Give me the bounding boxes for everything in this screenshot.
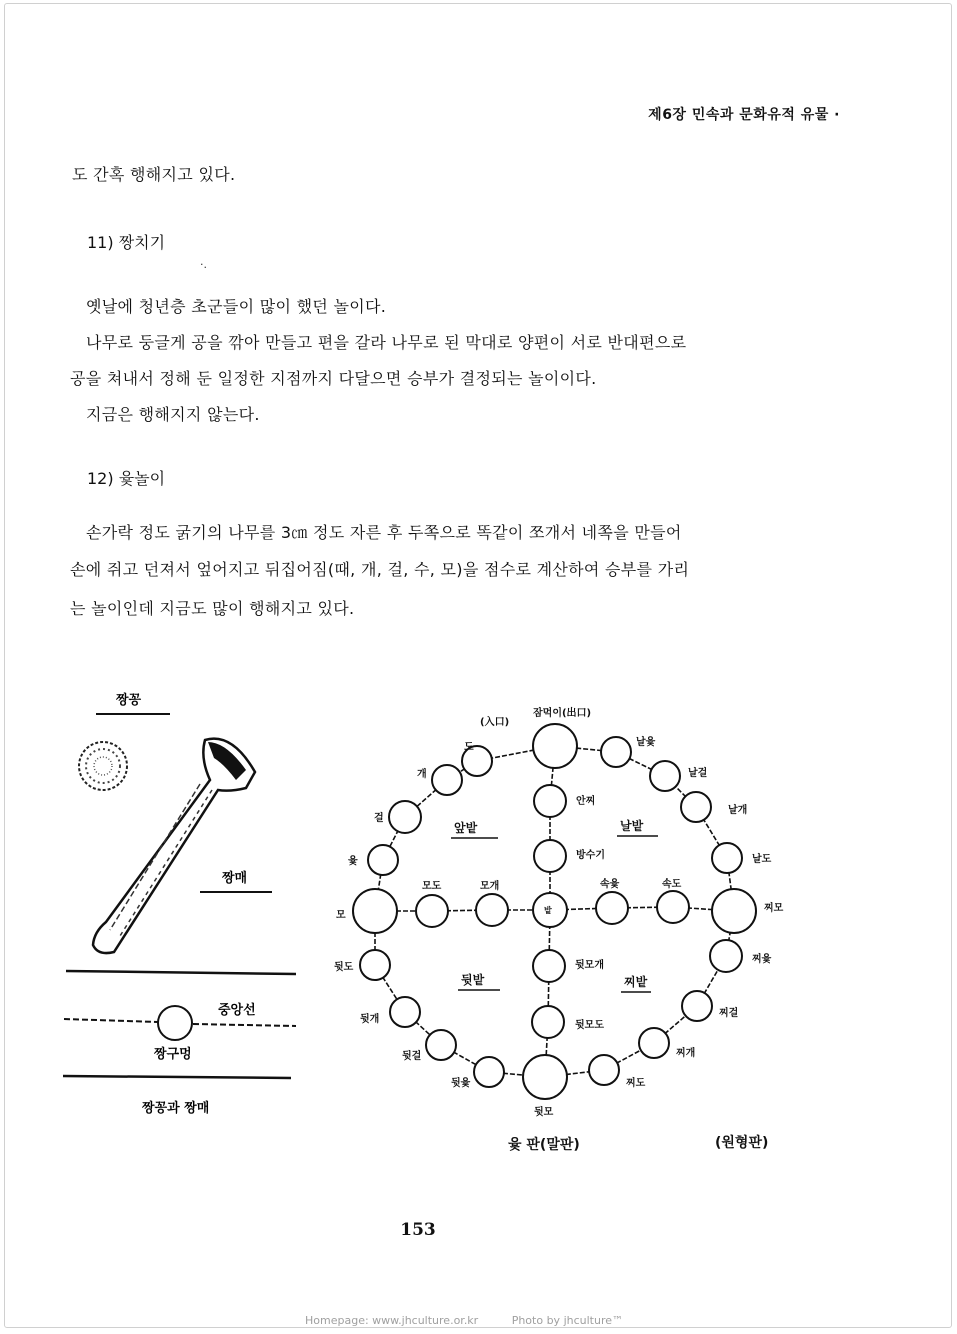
svg-text:찌도: 찌도: [626, 1078, 646, 1089]
ball-label: 짱꽁: [116, 693, 142, 708]
stick-label: 짱매: [222, 871, 248, 886]
section-11-para: 공을 쳐내서 정해 둔 일정한 지점까지 다달으면 승부가 결정되는 놀이이다.: [70, 369, 597, 388]
section-11-para: 나무로 둥글게 공을 깎아 만들고 편을 갈라 나무로 된 막대로 양편이 서로 반대편으로: [86, 333, 687, 352]
svg-text:뒷윷: 뒷윷: [451, 1078, 471, 1089]
svg-text:도: 도: [464, 742, 474, 753]
section-11-heading: 11) 짱치기: [87, 233, 166, 252]
svg-text:뒷모: 뒷모: [534, 1107, 554, 1118]
svg-text:날도: 날도: [752, 854, 772, 865]
ball-and-stick-figure: [50, 680, 320, 1130]
svg-text:개: 개: [417, 769, 427, 780]
svg-text:윷: 윷: [348, 856, 358, 867]
section-11-para: 옛날에 청년층 초군들이 많이 했던 놀이다.: [86, 297, 387, 316]
exit-label: 잠먹이(出口): [533, 708, 592, 719]
hole-circle: [158, 1006, 192, 1040]
section-12-para: 는 놀이인데 지금도 많이 행해지고 있다.: [70, 599, 355, 618]
hole-label: 짱구멍: [154, 1047, 192, 1062]
continuation-line: 도 간혹 행해지고 있다.: [72, 165, 236, 184]
svg-text:날밭: 날밭: [620, 819, 644, 833]
footer: [305, 1314, 653, 1327]
page-number: 153: [400, 1220, 436, 1240]
footer-homepage: Homepage: www.jhculture.or.kr: [305, 1314, 479, 1327]
svg-text:모도: 모도: [422, 881, 442, 892]
svg-text:모: 모: [336, 910, 346, 921]
svg-text:날윷: 날윷: [636, 737, 656, 748]
entry-label: (入口): [480, 717, 510, 728]
svg-text:뒷걸: 뒷걸: [402, 1051, 422, 1062]
svg-text:찌밭: 찌밭: [624, 975, 648, 989]
yut-board: [330, 700, 810, 1130]
section-12-para: 손에 쥐고 던져서 엎어지고 뒤집어짐(때, 개, 걸, 수, 모)을 점수로 계산하여 승부를 가리: [70, 560, 690, 579]
footer-photo: Photo by jhculture™: [511, 1314, 624, 1327]
svg-text:뒷밭: 뒷밭: [461, 973, 485, 987]
svg-text:날개: 날개: [728, 805, 748, 816]
svg-text:뒷개: 뒷개: [360, 1014, 380, 1025]
svg-text:뒷모개: 뒷모개: [575, 960, 604, 971]
svg-text:안찌: 안찌: [576, 796, 596, 807]
svg-text:걸: 걸: [374, 813, 384, 824]
svg-text:밭: 밭: [544, 906, 552, 915]
svg-text:앞밭: 앞밭: [454, 821, 478, 835]
section-12-para: 손가락 정도 굵기의 나무를 3㎝ 정도 자른 후 두쪽으로 똑같이 쪼개서 네쪽을 만들어: [86, 523, 682, 542]
svg-text:찌모: 찌모: [764, 903, 784, 914]
yut-board-caption: 윷 판(말판): [508, 1137, 580, 1153]
yut-board-subcaption: (원형판): [715, 1135, 769, 1151]
ball-drawing: [79, 742, 127, 790]
centerline-label: 중앙선: [218, 1003, 256, 1018]
left-figure-caption: 짱꽁과 짱매: [142, 1101, 210, 1116]
svg-text:뒷모도: 뒷모도: [575, 1020, 604, 1031]
svg-text:뒷도: 뒷도: [334, 962, 354, 973]
svg-text:모개: 모개: [480, 881, 500, 892]
svg-text:찌개: 찌개: [676, 1048, 696, 1059]
running-header: 제6장 민속과 문화유적 유물 ·: [648, 107, 840, 123]
svg-text:찌걸: 찌걸: [719, 1008, 739, 1019]
svg-text:속윷: 속윷: [600, 879, 620, 890]
svg-text:방수기: 방수기: [576, 850, 605, 861]
section-11-para: 지금은 행해지지 않는다.: [86, 405, 260, 424]
section-12-heading: 12) 윷놀이: [87, 469, 166, 488]
svg-text:속도: 속도: [662, 879, 682, 890]
stray-mark: ·.: [200, 258, 207, 271]
svg-text:날걸: 날걸: [688, 768, 708, 779]
svg-text:찌윷: 찌윷: [752, 954, 772, 965]
